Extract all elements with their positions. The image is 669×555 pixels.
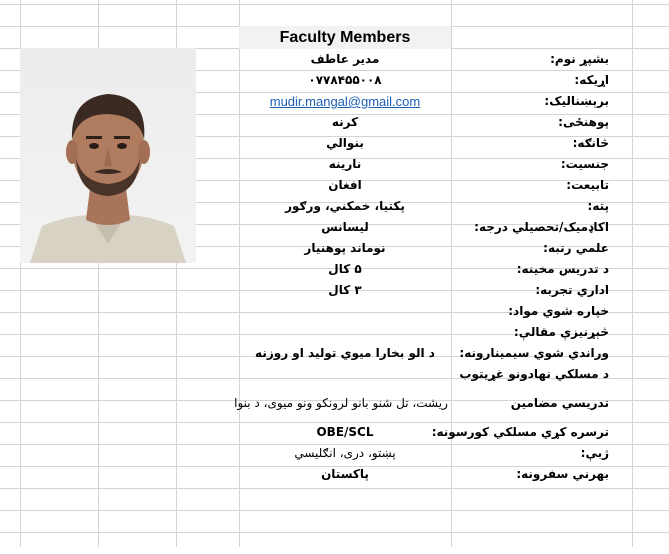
field-value: د الو بخارا ميوي توليد او روزنه: [255, 346, 435, 360]
field-label: اکاډمیک/تحصیلي درجه:: [474, 220, 609, 234]
grid-row-line: [0, 532, 669, 533]
field-value: مدير عاطف: [310, 52, 380, 66]
field-label: بشپړ نوم:: [550, 52, 609, 66]
field-label: اداري تجربه:: [535, 283, 609, 297]
field-label: وراندي شوي سیمینارونه:: [459, 346, 609, 360]
field-label: جنسیت:: [560, 157, 609, 171]
field-label: ترسره کړي مسلکي کورسونه:: [431, 425, 609, 439]
field-label: ژبې:: [580, 446, 609, 460]
field-value: نارينه: [328, 157, 362, 171]
field-value: پکتیا، خمکني، ورګور: [285, 199, 405, 213]
field-value: ۳ کال: [328, 283, 362, 297]
email-link[interactable]: mudir.mangal@gmail.com: [269, 94, 421, 109]
field-label: پته:: [587, 199, 609, 213]
field-label: خپاره شوي مواد:: [508, 304, 609, 318]
field-value: بنوالي: [326, 136, 364, 150]
grid-col-line: [632, 0, 633, 547]
field-value: کرنه: [331, 115, 359, 129]
field-label: برېښناليک:: [544, 94, 609, 108]
field-label: تابیعت:: [566, 178, 609, 192]
field-value: نوماند پوهنيار: [304, 241, 386, 255]
sheet-title: Faculty Members: [239, 26, 451, 49]
field-value: پاکستان: [321, 467, 369, 481]
field-value: [239, 301, 451, 322]
field-value: افغان: [328, 178, 362, 192]
field-label: اړیکه:: [574, 73, 609, 87]
field-label: پوهنځی:: [558, 115, 609, 129]
field-value: [239, 322, 451, 343]
field-value: ليسانس: [321, 220, 369, 234]
person-portrait-icon: [20, 48, 196, 263]
field-value: ریشت، تل شنو بانو لرونکو ونو ميوی، د بنوا: [234, 396, 448, 410]
grid-row-line: [0, 4, 669, 5]
field-value: ۰۷۷۸۴۵۵۰۰۸: [308, 73, 382, 87]
grid-row-line: [0, 510, 669, 511]
field-label: علمي رتبه:: [543, 241, 609, 255]
grid-row-line: [0, 488, 669, 489]
field-label: د تدریس مخينه:: [516, 262, 609, 276]
field-value: OBE/SCL: [316, 425, 374, 439]
field-value: ۵ کال: [328, 262, 362, 276]
field-label: څانګه:: [572, 136, 609, 150]
field-label: بهرني سفرونه:: [516, 467, 609, 481]
field-label: څېړنيزې مقالې:: [513, 325, 609, 339]
profile-photo: [20, 48, 196, 263]
field-label: تدریسي مضامين: [510, 396, 609, 410]
field-label: د مسلکي نهادونو غړيتوب: [459, 367, 609, 381]
field-value: [239, 364, 451, 385]
field-value: پښتو، دری، انګلیسي: [294, 446, 396, 460]
